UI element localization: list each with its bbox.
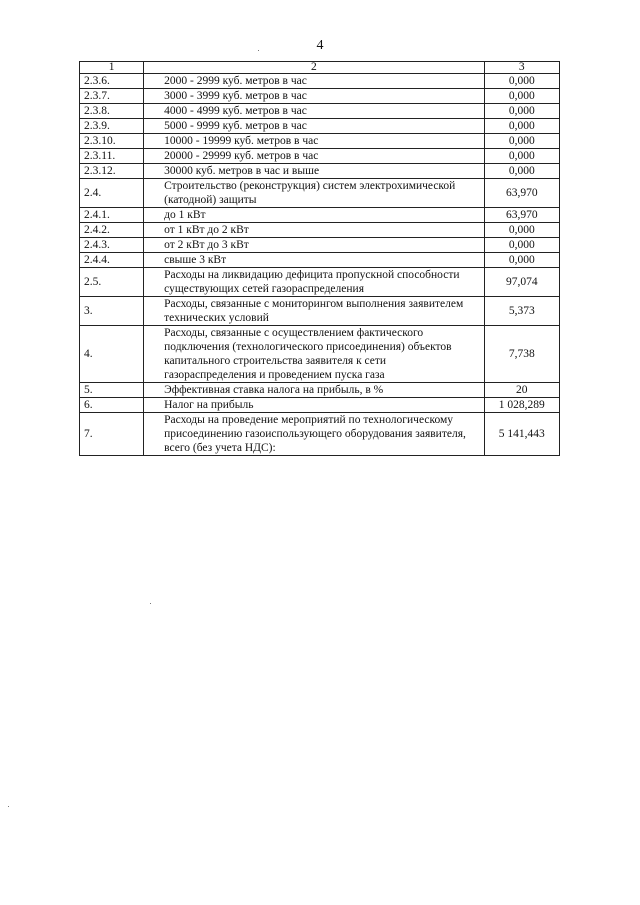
row-label: Расходы на ликвидацию дефицита пропускной способности существующих сетей газораспределения — [144, 268, 484, 297]
row-value: 7,738 — [484, 326, 559, 383]
scan-speck — [258, 50, 259, 51]
row-value: 63,970 — [484, 179, 559, 208]
row-number: 2.3.8. — [80, 104, 144, 119]
scan-speck — [150, 603, 151, 604]
row-number: 6. — [80, 398, 144, 413]
row-label: от 2 кВт до 3 кВт — [144, 238, 484, 253]
row-number: 3. — [80, 297, 144, 326]
cost-table — [79, 61, 560, 456]
row-number: 2.4.3. — [80, 238, 144, 253]
row-label: 20000 - 29999 куб. метров в час — [144, 149, 484, 164]
row-label: свыше 3 кВт — [144, 253, 484, 268]
table-row — [80, 119, 560, 134]
row-label: Эффективная ставка налога на прибыль, в % — [144, 383, 484, 398]
row-value: 0,000 — [484, 253, 559, 268]
row-label: Расходы, связанные с осуществлением фактического подключения (технологического присоединения) объектов капитального строительства заявителя к сети газораспределения и проведением пуска газа — [144, 326, 484, 383]
row-number: 2.5. — [80, 268, 144, 297]
row-value: 0,000 — [484, 119, 559, 134]
row-number: 2.3.10. — [80, 134, 144, 149]
row-value: 0,000 — [484, 149, 559, 164]
table-header-row — [80, 62, 560, 74]
row-label: Строительство (реконструкция) систем электрохимической (катодной) защиты — [144, 179, 484, 208]
table-row — [80, 89, 560, 104]
table-row — [80, 413, 560, 456]
row-value: 5,373 — [484, 297, 559, 326]
row-value: 0,000 — [484, 89, 559, 104]
row-value: 0,000 — [484, 238, 559, 253]
row-number: 2.3.11. — [80, 149, 144, 164]
table-row — [80, 268, 560, 297]
table-row — [80, 253, 560, 268]
cost-table-body — [80, 62, 560, 456]
table-row — [80, 74, 560, 89]
row-number: 2.3.6. — [80, 74, 144, 89]
table-row — [80, 179, 560, 208]
table-row — [80, 297, 560, 326]
row-value: 0,000 — [484, 104, 559, 119]
row-number: 5. — [80, 383, 144, 398]
row-number: 7. — [80, 413, 144, 456]
row-label: 3000 - 3999 куб. метров в час — [144, 89, 484, 104]
row-number: 2.4. — [80, 179, 144, 208]
row-label: Расходы, связанные с мониторингом выполнения заявителем технических условий — [144, 297, 484, 326]
row-value: 20 — [484, 383, 559, 398]
row-number: 4. — [80, 326, 144, 383]
row-value: 63,970 — [484, 208, 559, 223]
row-label: Налог на прибыль — [144, 398, 484, 413]
row-value: 97,074 — [484, 268, 559, 297]
row-label: 30000 куб. метров в час и выше — [144, 164, 484, 179]
column-header-3: 3 — [484, 62, 559, 74]
table-row — [80, 223, 560, 238]
row-label: до 1 кВт — [144, 208, 484, 223]
page-number: 4 — [316, 38, 324, 53]
table-row — [80, 134, 560, 149]
table-row — [80, 104, 560, 119]
table-row — [80, 383, 560, 398]
row-number: 2.3.12. — [80, 164, 144, 179]
table-row — [80, 238, 560, 253]
row-label: Расходы на проведение мероприятий по технологическому присоединению газоиспользующего оборудования заявителя, всего (без учета НДС): — [144, 413, 484, 456]
table-row — [80, 326, 560, 383]
scan-speck — [8, 806, 9, 807]
column-header-1: 1 — [80, 62, 144, 74]
row-number: 2.4.2. — [80, 223, 144, 238]
row-label: от 1 кВт до 2 кВт — [144, 223, 484, 238]
row-value: 0,000 — [484, 164, 559, 179]
row-value: 0,000 — [484, 223, 559, 238]
row-label: 5000 - 9999 куб. метров в час — [144, 119, 484, 134]
table-row — [80, 149, 560, 164]
row-label: 2000 - 2999 куб. метров в час — [144, 74, 484, 89]
row-label: 10000 - 19999 куб. метров в час — [144, 134, 484, 149]
column-header-2: 2 — [144, 62, 484, 74]
row-number: 2.4.1. — [80, 208, 144, 223]
row-value: 0,000 — [484, 74, 559, 89]
row-value: 0,000 — [484, 134, 559, 149]
table-row — [80, 164, 560, 179]
row-number: 2.3.7. — [80, 89, 144, 104]
table-row — [80, 398, 560, 413]
row-value: 1 028,289 — [484, 398, 559, 413]
row-number: 2.4.4. — [80, 253, 144, 268]
table-row — [80, 208, 560, 223]
row-value: 5 141,443 — [484, 413, 559, 456]
row-number: 2.3.9. — [80, 119, 144, 134]
row-label: 4000 - 4999 куб. метров в час — [144, 104, 484, 119]
